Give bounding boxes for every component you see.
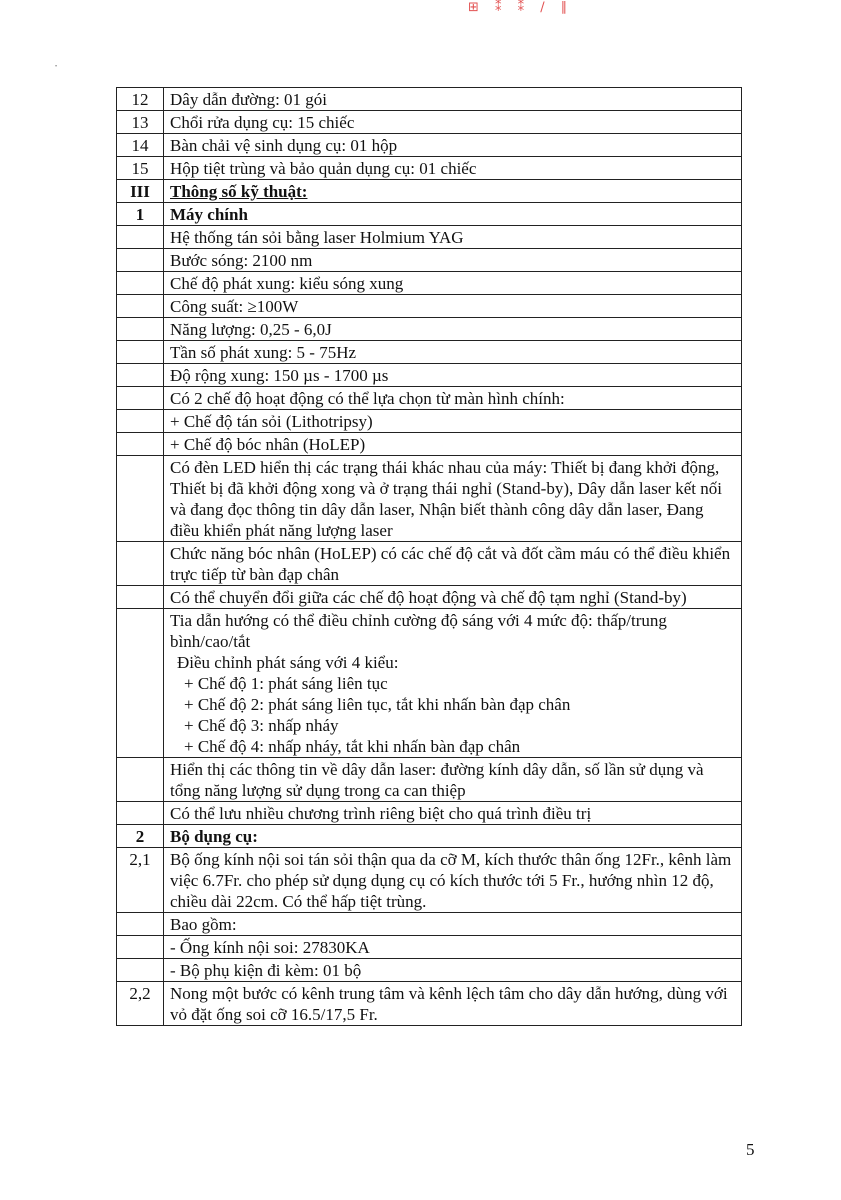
row-content — [164, 456, 742, 542]
table-row — [117, 913, 742, 936]
table-row — [117, 982, 742, 1026]
row-content — [164, 586, 742, 609]
row-content — [164, 111, 742, 134]
row-text-line: Năng lượng: 0,25 - 6,0J — [170, 320, 332, 339]
row-content — [164, 542, 742, 586]
row-number — [117, 758, 164, 802]
table-row — [117, 226, 742, 249]
row-text-line: Chổi rửa dụng cụ: 15 chiếc — [170, 113, 355, 132]
row-text-line: Có thể chuyển đổi giữa các chế độ hoạt động và chế độ tạm nghỉ (Stand-by) — [170, 588, 687, 607]
row-number — [117, 959, 164, 982]
row-number — [117, 542, 164, 586]
row-text-line: Bao gồm: — [170, 915, 237, 934]
row-number — [117, 341, 164, 364]
row-content — [164, 982, 742, 1026]
row-number: 2,1 — [117, 848, 164, 913]
table-row — [117, 88, 742, 111]
row-text-line: Tần số phát xung: 5 - 75Hz — [170, 343, 357, 362]
page-number: 5 — [746, 1140, 755, 1159]
row-number — [117, 318, 164, 341]
table-row — [117, 272, 742, 295]
row-number — [117, 802, 164, 825]
row-text-line: - Ống kính nội soi: 27830KA — [170, 938, 370, 957]
row-text-line: + Chế độ 1: phát sáng liên tục — [184, 674, 388, 693]
row-content — [164, 157, 742, 180]
row-content — [164, 609, 742, 758]
table-row — [117, 364, 742, 387]
row-text-line: Điều chỉnh phát sáng với 4 kiểu: — [177, 653, 399, 672]
table-row — [117, 802, 742, 825]
row-text-line: Độ rộng xung: 150 µs - 1700 µs — [170, 366, 389, 385]
row-text-line: + Chế độ tán sỏi (Lithotripsy) — [170, 412, 373, 431]
table-row — [117, 203, 742, 226]
table-row — [117, 825, 742, 848]
row-text-line: Có thể lưu nhiều chương trình riêng biệt cho quá trình điều trị — [170, 804, 592, 823]
row-text-line: Có đèn LED hiển thị các trạng thái khác nhau của máy: Thiết bị đang khởi động, Thiết bị đã khởi động xong và ở trạng thái nghỉ (Stand-by), Dây dẫn laser kết nối và đang đọc thông tin dây dẫn laser, Nhận biết thành công dây dẫn laser, Đang điều khiển phát năng lượng laser — [170, 458, 722, 540]
table-row — [117, 318, 742, 341]
table-row — [117, 542, 742, 586]
row-text-line: Chế độ phát xung: kiểu sóng xung — [170, 274, 404, 293]
table-row — [117, 936, 742, 959]
row-number — [117, 410, 164, 433]
row-number: 13 — [117, 111, 164, 134]
row-text-line: + Chế độ 4: nhấp nháy, tắt khi nhấn bàn đạp chân — [184, 737, 521, 756]
row-text-line: Dây dẫn đường: 01 gói — [170, 90, 328, 109]
table-row — [117, 410, 742, 433]
row-content — [164, 410, 742, 433]
table-row — [117, 848, 742, 913]
row-content — [164, 226, 742, 249]
row-text-line: Có 2 chế độ hoạt động có thể lựa chọn từ màn hình chính: — [170, 389, 565, 408]
row-content — [164, 364, 742, 387]
row-text-line: - Bộ phụ kiện đi kèm: 01 bộ — [170, 961, 362, 980]
row-text-line: Bộ ống kính nội soi tán sỏi thận qua da cỡ M, kích thước thân ống 12Fr., kênh làm việc 6.7Fr. cho phép sử dụng dụng cụ có kích thước tới 5 Fr., hướng nhìn 12 độ, chiều dài 22cm. Có thể hấp tiệt trùng. — [170, 850, 732, 911]
row-content — [164, 802, 742, 825]
row-text-line: Tia dẫn hướng có thể điều chỉnh cường độ sáng với 4 mức độ: thấp/trung bình/cao/tắt — [170, 611, 667, 651]
row-text-line: Thông số kỹ thuật: — [170, 182, 308, 201]
spec-table — [116, 87, 742, 1026]
table-row — [117, 758, 742, 802]
row-number — [117, 456, 164, 542]
row-content — [164, 758, 742, 802]
row-content — [164, 433, 742, 456]
row-content — [164, 249, 742, 272]
table-row — [117, 959, 742, 982]
red-stamp-mark: ⊞ ⁑ ⁑ ∕ ∥ — [468, 0, 574, 15]
row-number — [117, 433, 164, 456]
row-number — [117, 609, 164, 758]
table-row — [117, 341, 742, 364]
row-content — [164, 134, 742, 157]
table-row — [117, 609, 742, 758]
row-number — [117, 226, 164, 249]
row-content — [164, 825, 742, 848]
row-content — [164, 88, 742, 111]
row-content — [164, 959, 742, 982]
row-text-line: Bước sóng: 2100 nm — [170, 251, 313, 270]
row-number — [117, 364, 164, 387]
row-text-line: + Chế độ bóc nhân (HoLEP) — [170, 435, 366, 454]
row-number: 15 — [117, 157, 164, 180]
row-number — [117, 586, 164, 609]
row-number: 1 — [117, 203, 164, 226]
scan-speck: • — [55, 64, 58, 70]
table-row — [117, 456, 742, 542]
row-text-line: Công suất: ≥100W — [170, 297, 299, 316]
row-content — [164, 180, 742, 203]
table-row — [117, 295, 742, 318]
table-row — [117, 111, 742, 134]
table-row — [117, 180, 742, 203]
row-content — [164, 318, 742, 341]
table-row — [117, 157, 742, 180]
row-content — [164, 936, 742, 959]
row-number: 2 — [117, 825, 164, 848]
row-content — [164, 295, 742, 318]
table-row — [117, 433, 742, 456]
row-number: 2,2 — [117, 982, 164, 1026]
row-text-line: Bộ dụng cụ: — [170, 827, 258, 846]
row-text-line: Hệ thống tán sỏi bằng laser Holmium YAG — [170, 228, 464, 247]
row-text-line: Hộp tiệt trùng và bảo quản dụng cụ: 01 chiếc — [170, 159, 477, 178]
row-number — [117, 295, 164, 318]
table-row — [117, 134, 742, 157]
row-text-line: + Chế độ 3: nhấp nháy — [184, 716, 339, 735]
row-text-line: Chức năng bóc nhân (HoLEP) có các chế độ cắt và đốt cầm máu có thể điều khiển trực tiếp từ bàn đạp chân — [170, 544, 731, 584]
row-number — [117, 249, 164, 272]
table-row — [117, 586, 742, 609]
row-number: 12 — [117, 88, 164, 111]
table-row — [117, 249, 742, 272]
row-number: III — [117, 180, 164, 203]
row-number — [117, 272, 164, 295]
row-text-line: Máy chính — [170, 205, 248, 224]
row-content — [164, 341, 742, 364]
row-content — [164, 203, 742, 226]
table-row — [117, 387, 742, 410]
row-text-line: Nong một bước có kênh trung tâm và kênh lệch tâm cho dây dẫn hướng, dùng với vỏ đặt ống soi cỡ 16.5/17,5 Fr. — [170, 984, 728, 1024]
row-content — [164, 848, 742, 913]
row-number: 14 — [117, 134, 164, 157]
row-number — [117, 387, 164, 410]
row-number — [117, 913, 164, 936]
row-content — [164, 272, 742, 295]
row-content — [164, 913, 742, 936]
row-text-line: + Chế độ 2: phát sáng liên tục, tắt khi nhấn bàn đạp chân — [184, 695, 571, 714]
row-text-line: Bàn chải vệ sinh dụng cụ: 01 hộp — [170, 136, 398, 155]
row-text-line: Hiển thị các thông tin về dây dẫn laser: đường kính dây dẫn, số lần sử dụng và tổng năng lượng sử dụng trong ca can thiệp — [170, 760, 704, 800]
row-content — [164, 387, 742, 410]
row-number — [117, 936, 164, 959]
